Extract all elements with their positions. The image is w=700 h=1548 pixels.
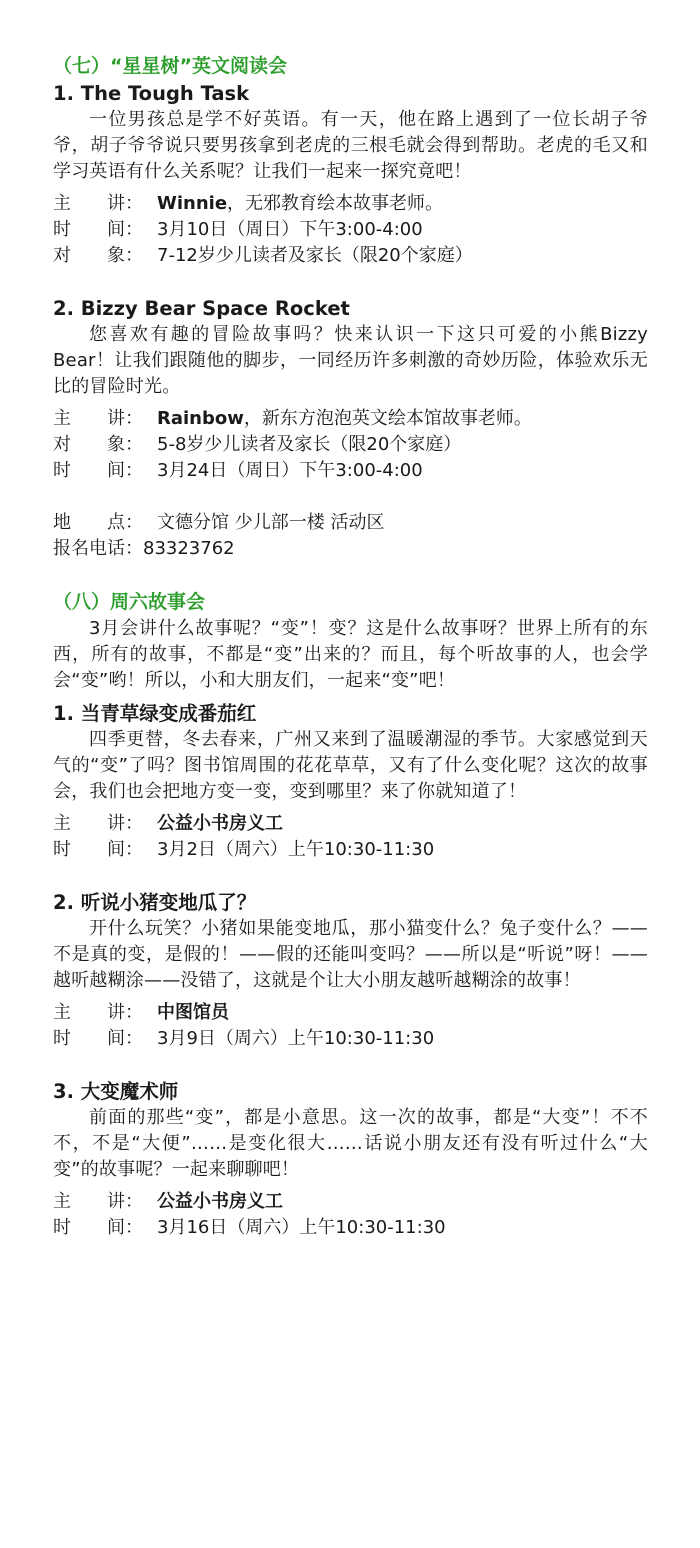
speaker-line — [53, 191, 648, 217]
phone-line — [53, 536, 648, 562]
spacer — [53, 562, 648, 588]
time-value: 3月10日（周日）下午3:00-4:00 — [157, 219, 423, 240]
event-description: 四季更替，冬去春来，广州又来到了温暖潮湿的季节。大家感觉到天气的“变”了吗？图书馆周围的花花草草，又有了什么变化呢？这次的故事会，我们也会把地方变一变，变到哪里？来了你就知道了！ — [53, 729, 648, 802]
audience-value: 5-8岁少儿读者及家长（限20个家庭） — [157, 434, 462, 455]
location-label: 地 点： — [53, 512, 143, 533]
time-value: 3月2日（周六）上午10:30-11:30 — [157, 839, 435, 860]
time-value: 3月24日（周日）下午3:00-4:00 — [157, 460, 423, 481]
time-line — [53, 1026, 648, 1052]
audience-label: 对 象： — [53, 434, 143, 455]
event-description: 一位男孩总是学不好英语。有一天，他在路上遇到了一位长胡子爷爷，胡子爷爷说只要男孩拿到老虎的三根毛就会得到帮助。老虎的毛又和学习英语有什么关系呢？让我们一起来一探究竟吧！ — [53, 109, 648, 182]
event-title-big-magician: 3. 大变魔术师 — [53, 1080, 179, 1103]
speaker-detail: ，新东方泡泡英文绘本馆故事老师。 — [243, 408, 532, 429]
spacer — [53, 484, 648, 510]
time-value: 3月9日（周六）上午10:30-11:30 — [157, 1028, 435, 1049]
location-line — [53, 510, 648, 536]
time-value: 3月16日（周六）上午10:30-11:30 — [157, 1217, 446, 1238]
spacer — [53, 269, 648, 295]
speaker-label: 主 讲： — [53, 1002, 143, 1023]
speaker-line — [53, 1000, 648, 1026]
time-label: 时 间： — [53, 839, 143, 860]
time-line — [53, 458, 648, 484]
event-description: 开什么玩笑？小猪如果能变地瓜，那小猫变什么？兔子变什么？——不是真的变，是假的！——假的还能叫变吗？——所以是“听说”呀！——越听越糊涂——没错了，这就是个让大小朋友越听越糊涂的故事！ — [53, 918, 648, 991]
speaker-name: 公益小书房义工 — [157, 813, 283, 834]
time-label: 时 间： — [53, 1217, 143, 1238]
audience-label: 对 象： — [53, 245, 143, 266]
event-title-grass-to-tomato: 1. 当青草绿变成番茄红 — [53, 702, 257, 725]
phone-label: 报名电话： — [53, 538, 143, 559]
event-title-pig-to-yam: 2. 听说小猪变地瓜了？ — [53, 891, 257, 914]
section-title-english-reading: （七）“星星树”英文阅读会 — [53, 55, 287, 77]
speaker-name: Winnie — [157, 193, 228, 214]
time-label: 时 间： — [53, 1028, 143, 1049]
speaker-name: 公益小书房义工 — [157, 1191, 283, 1212]
audience-value: 7-12岁少儿读者及家长（限20个家庭） — [157, 245, 473, 266]
event-description: 您喜欢有趣的冒险故事吗？快来认识一下这只可爱的小熊Bizzy Bear！让我们跟随他的脚步，一同经历许多刺激的奇妙历险，体验欢乐无比的冒险时光。 — [53, 324, 648, 397]
spacer — [53, 1052, 648, 1078]
document-page — [53, 52, 648, 1241]
speaker-label: 主 讲： — [53, 193, 143, 214]
time-line — [53, 1215, 648, 1241]
event-title-bizzy-bear: 2. Bizzy Bear Space Rocket — [53, 297, 350, 320]
speaker-label: 主 讲： — [53, 1191, 143, 1212]
event-description: 前面的那些“变”，都是小意思。这一次的故事，都是“大变”！不不不，不是“大便”……是变化很大……话说小朋友还有没有听过什么“大变”的故事呢？一起来聊聊吧！ — [53, 1107, 648, 1180]
speaker-line — [53, 811, 648, 837]
time-line — [53, 837, 648, 863]
speaker-label: 主 讲： — [53, 408, 143, 429]
time-label: 时 间： — [53, 460, 143, 481]
time-line — [53, 217, 648, 243]
section-intro: 3月会讲什么故事呢？“变”！变？这是什么故事呀？世界上所有的东西，所有的故事，不都是“变”出来的？而且，每个听故事的人，也会学会“变”哟！所以，小和大朋友们，一起来“变”吧！ — [53, 618, 648, 691]
location-value: 文德分馆 少儿部一楼 活动区 — [157, 512, 385, 533]
speaker-line — [53, 406, 648, 432]
speaker-line — [53, 1189, 648, 1215]
time-label: 时 间： — [53, 219, 143, 240]
speaker-detail: ，无邪教育绘本故事老师。 — [227, 193, 444, 214]
section-title-saturday-story: （八）周六故事会 — [53, 591, 206, 613]
speaker-label: 主 讲： — [53, 813, 143, 834]
speaker-name: Rainbow — [157, 408, 244, 429]
speaker-name: 中图馆员 — [157, 1002, 229, 1023]
audience-line — [53, 243, 648, 269]
phone-value: 83323762 — [143, 538, 235, 559]
event-title-tough-task: 1. The Tough Task — [53, 82, 250, 105]
audience-line — [53, 432, 648, 458]
spacer — [53, 863, 648, 889]
